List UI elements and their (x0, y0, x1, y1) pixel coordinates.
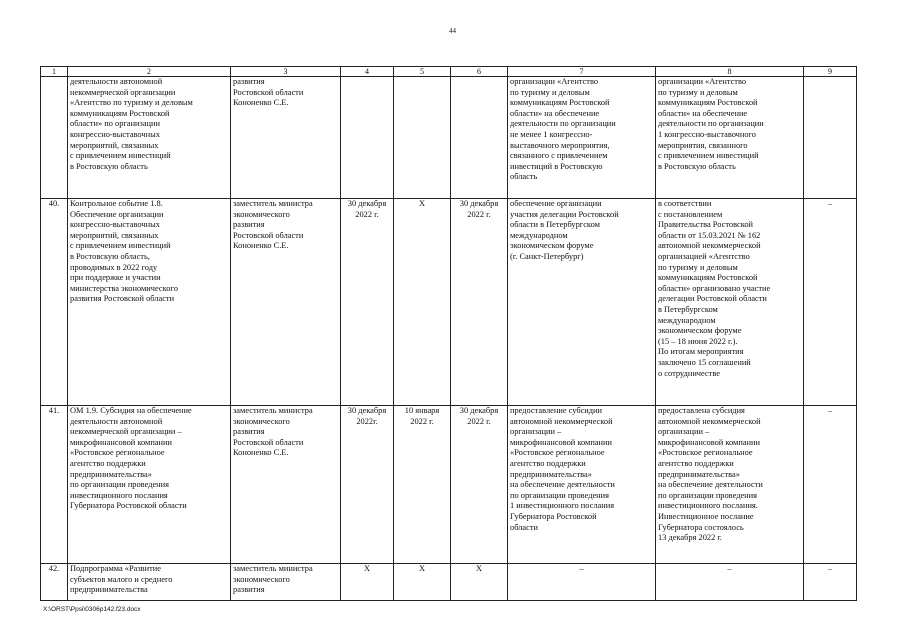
event-name: Подпрограмма «Развитие субъектов малого и среднего предпринимательства (68, 564, 231, 601)
file-path-footer: X:\ORST\Ppsi\0306p142.f23.docx (43, 606, 141, 613)
event-name: деятельности автономной некоммерческой организации «Агентство по туризму и деловым коммуникациям Ростовской области» по организации конгрессно-выставочных мероприятий, связанных с привлечением инвестиций в Ростовскую область (68, 77, 231, 199)
expected-result: предоставление субсидии автономной некоммерческой организации – микрофинансовой компании «Ростовское региональное агентство поддержки предпринимательства» на обеспечение деятельности по организации проведения 1 инвестиционного послания Губернатора Ростовской области (508, 406, 656, 564)
table-row (41, 406, 857, 564)
row-number: 40. (41, 199, 68, 406)
table-row (41, 199, 857, 406)
actual-end-date: 30 декабря 2022 г. (451, 406, 508, 564)
actual-end-date: X (451, 564, 508, 601)
actual-end-date: 30 декабря 2022 г. (451, 199, 508, 406)
expected-result: организации «Агентство по туризму и деловым коммуникациям Ростовской области» на обеспечение деятельности по организации не менее 1 конгрессно- выставочного мероприятия, связанного с привлечением инвестиций в Ростовскую область (508, 77, 656, 199)
row-number (41, 77, 68, 199)
responsible-person: развития Ростовской области Кононенко С.Е. (231, 77, 341, 199)
page-number: 44 (449, 27, 456, 35)
actual-end-date (451, 77, 508, 199)
column-number: 2 (68, 67, 231, 77)
column-number: 6 (451, 67, 508, 77)
note: – (804, 199, 857, 406)
responsible-person: заместитель министра экономического развития (231, 564, 341, 601)
planned-date: 30 декабря 2022г. (341, 406, 394, 564)
table-row (41, 564, 857, 601)
column-number-row (41, 67, 857, 77)
responsible-person: заместитель министра экономического развития Ростовской области Кононенко С.Е. (231, 406, 341, 564)
actual-start-date (394, 77, 451, 199)
responsible-person: заместитель министра экономического развития Ростовской области Кононенко С.Е. (231, 199, 341, 406)
event-name: Контрольное событие 1.8. Обеспечение организации конгрессно-выставочных мероприятий, связанных с привлечением инвестиций в Ростовскую область, проводимых в 2022 году при поддержке и участии министерства экономического развития Ростовской области (68, 199, 231, 406)
column-number: 1 (41, 67, 68, 77)
report-table (40, 66, 857, 601)
expected-result: – (508, 564, 656, 601)
actual-start-date: X (394, 564, 451, 601)
column-number: 7 (508, 67, 656, 77)
column-number: 3 (231, 67, 341, 77)
column-number: 5 (394, 67, 451, 77)
column-number: 4 (341, 67, 394, 77)
table-row (41, 77, 857, 199)
planned-date (341, 77, 394, 199)
note: – (804, 406, 857, 564)
actual-start-date: 10 января 2022 г. (394, 406, 451, 564)
row-number: 42. (41, 564, 68, 601)
expected-result: обеспечение организации участия делегации Ростовской области в Петербургском международном экономическом форуме (г. Санкт-Петербург) (508, 199, 656, 406)
planned-date: 30 декабря 2022 г. (341, 199, 394, 406)
event-name: ОМ 1.9. Субсидия на обеспечение деятельности автономной некоммерческой организации – микрофинансовой компании «Ростовское региональное агентство поддержки предпринимательства» по организации проведения инвестиционного послания Губернатора Ростовской области (68, 406, 231, 564)
actual-result: организации «Агентство по туризму и деловым коммуникациям Ростовской области» на обеспечение деятельности по организации 1 конгрессно-выставочного мероприятия, связанного с привлечением инвестиций в Ростовскую область (656, 77, 804, 199)
column-number: 8 (656, 67, 804, 77)
row-number: 41. (41, 406, 68, 564)
actual-result: в соответствии с постановлением Правительства Ростовской области от 15.03.2021 № 162 автономной некоммерческой организацией «Агентство по туризму и деловым коммуникациям Ростовской области» организовано участие делегации Ростовской области в Петербургском международном экономическом форуме (15 – 18 июня 2022 г.). По итогам мероприятия заключено 15 соглашений о сотрудничестве (656, 199, 804, 406)
planned-date: X (341, 564, 394, 601)
column-number: 9 (804, 67, 857, 77)
actual-result: предоставлена субсидия автономной некоммерческой организации – микрофинансовой компании «Ростовское региональное агентство поддержки предпринимательства» на обеспечение деятельности по организации проведения инвестиционного послания. Инвестиционное послание Губернатора состоялось 13 декабря 2022 г. (656, 406, 804, 564)
actual-result: – (656, 564, 804, 601)
note: – (804, 564, 857, 601)
note (804, 77, 857, 199)
actual-start-date: X (394, 199, 451, 406)
